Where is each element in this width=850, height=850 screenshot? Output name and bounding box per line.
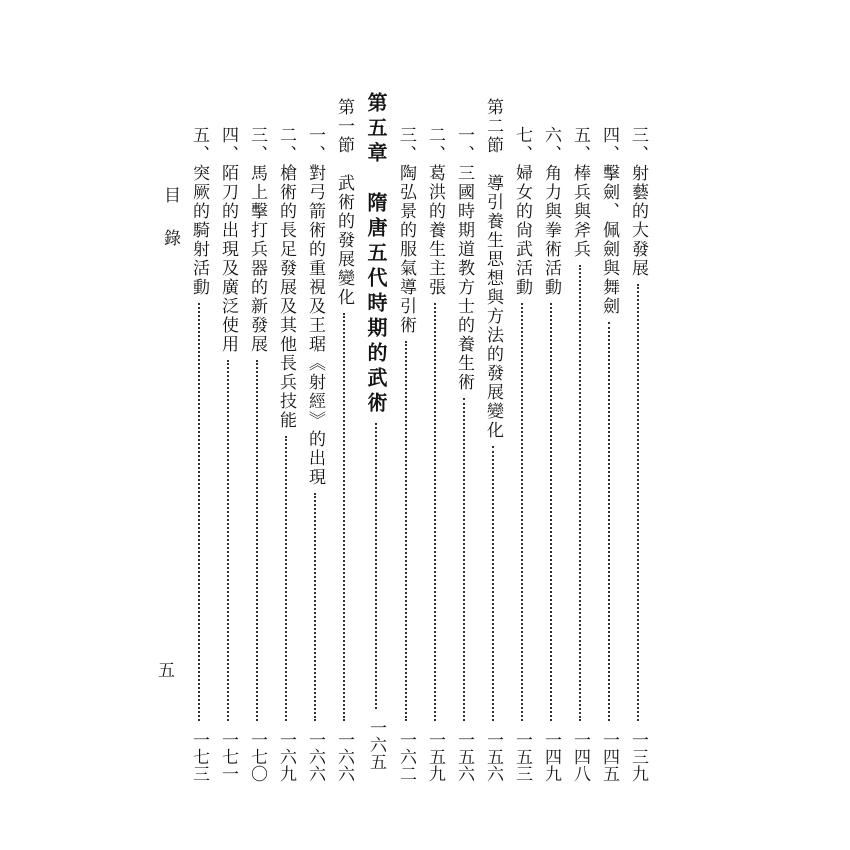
toc-entry-title: 三、射藝的大發展	[628, 126, 648, 278]
toc-section	[483, 98, 503, 782]
toc-entry-title: 四、擊劍、佩劍與舞劍	[599, 126, 619, 316]
dot-leader	[463, 398, 465, 721]
dot-leader	[637, 284, 639, 721]
toc-entry-title: 六、角力與拳術活動	[541, 126, 561, 297]
toc-entry-title: 三、陶弘景的服氣導引術	[396, 126, 416, 335]
toc-entry-title: 二、槍術的長足發展及其他長兵技能	[276, 126, 296, 430]
dot-leader	[492, 446, 494, 721]
toc-entry-page: 一六二	[396, 731, 416, 782]
toc-entry	[541, 98, 561, 782]
dot-leader	[227, 360, 229, 721]
toc-section-page: 一六六	[334, 731, 354, 782]
toc-section-title: 第一節 武術的發展變化	[334, 98, 354, 307]
dot-leader	[256, 360, 258, 721]
dot-leader	[434, 303, 436, 721]
dot-leader	[343, 313, 345, 721]
toc-entry	[599, 98, 619, 782]
dot-leader	[579, 265, 581, 721]
toc-entry-page: 一三九	[628, 731, 648, 782]
dot-leader	[285, 436, 287, 721]
toc-entry	[189, 98, 209, 782]
toc-entry-title: 七、婦女的尙武活動	[512, 126, 532, 297]
toc-entry-page: 一五三	[512, 731, 532, 782]
toc-entry	[247, 98, 267, 782]
toc-entry-page: 一六九	[276, 731, 296, 782]
toc-entry-page: 一七三	[189, 731, 209, 782]
toc-entry-page: 一六六	[305, 731, 325, 782]
toc-entry-page: 一四八	[570, 731, 590, 782]
toc-entry-title: 一、對弓箭術的重視及王琚《射經》的出現	[305, 126, 325, 487]
toc-entry-title: 三、馬上擊打兵器的新發展	[247, 126, 267, 354]
toc-entry-title: 一、三國時期道教方士的養生術	[454, 126, 474, 392]
toc-entry-page: 一五六	[454, 731, 474, 782]
toc-chapter-title: 第五章 隋唐五代時期的武術	[364, 92, 388, 417]
toc-entry	[305, 98, 325, 782]
toc-entry	[570, 98, 590, 782]
toc-entry-page: 一五九	[425, 731, 445, 782]
toc-entry-title: 二、葛洪的養生主張	[425, 126, 445, 297]
toc-entry-page: 一四五	[599, 731, 619, 782]
toc-entry	[628, 98, 648, 782]
toc-entry-page: 一四九	[541, 731, 561, 782]
toc-entry	[396, 98, 416, 782]
toc-entry	[425, 98, 445, 782]
toc-entry-title: 五、棒兵與斧兵	[570, 126, 590, 259]
toc-entry	[454, 98, 474, 782]
page-number: 五	[158, 661, 175, 681]
toc-chapter-page: 一六五	[366, 719, 386, 770]
toc-entry-title: 四、陌刀的出現及廣泛使用	[218, 126, 238, 354]
dot-leader	[405, 341, 407, 721]
running-header-text: 目錄	[160, 186, 180, 272]
dot-leader	[550, 303, 552, 721]
toc-entry-title: 五、突厥的騎射活動	[189, 126, 209, 297]
toc-chapter	[366, 92, 386, 770]
toc-entry	[218, 98, 238, 782]
toc-entry-page: 一七〇	[247, 731, 267, 782]
toc-section	[334, 98, 354, 782]
running-header	[160, 186, 180, 286]
dot-leader	[608, 322, 610, 721]
toc-section-page: 一五六	[483, 731, 503, 782]
dot-leader	[521, 303, 523, 721]
toc-entry-page: 一七一	[218, 731, 238, 782]
dot-leader	[375, 423, 377, 709]
toc-entry	[276, 98, 296, 782]
toc-entry	[512, 98, 532, 782]
dot-leader	[314, 493, 316, 721]
toc-section-title: 第二節 導引養生思想與方法的發展變化	[483, 98, 503, 440]
dot-leader	[198, 303, 200, 721]
